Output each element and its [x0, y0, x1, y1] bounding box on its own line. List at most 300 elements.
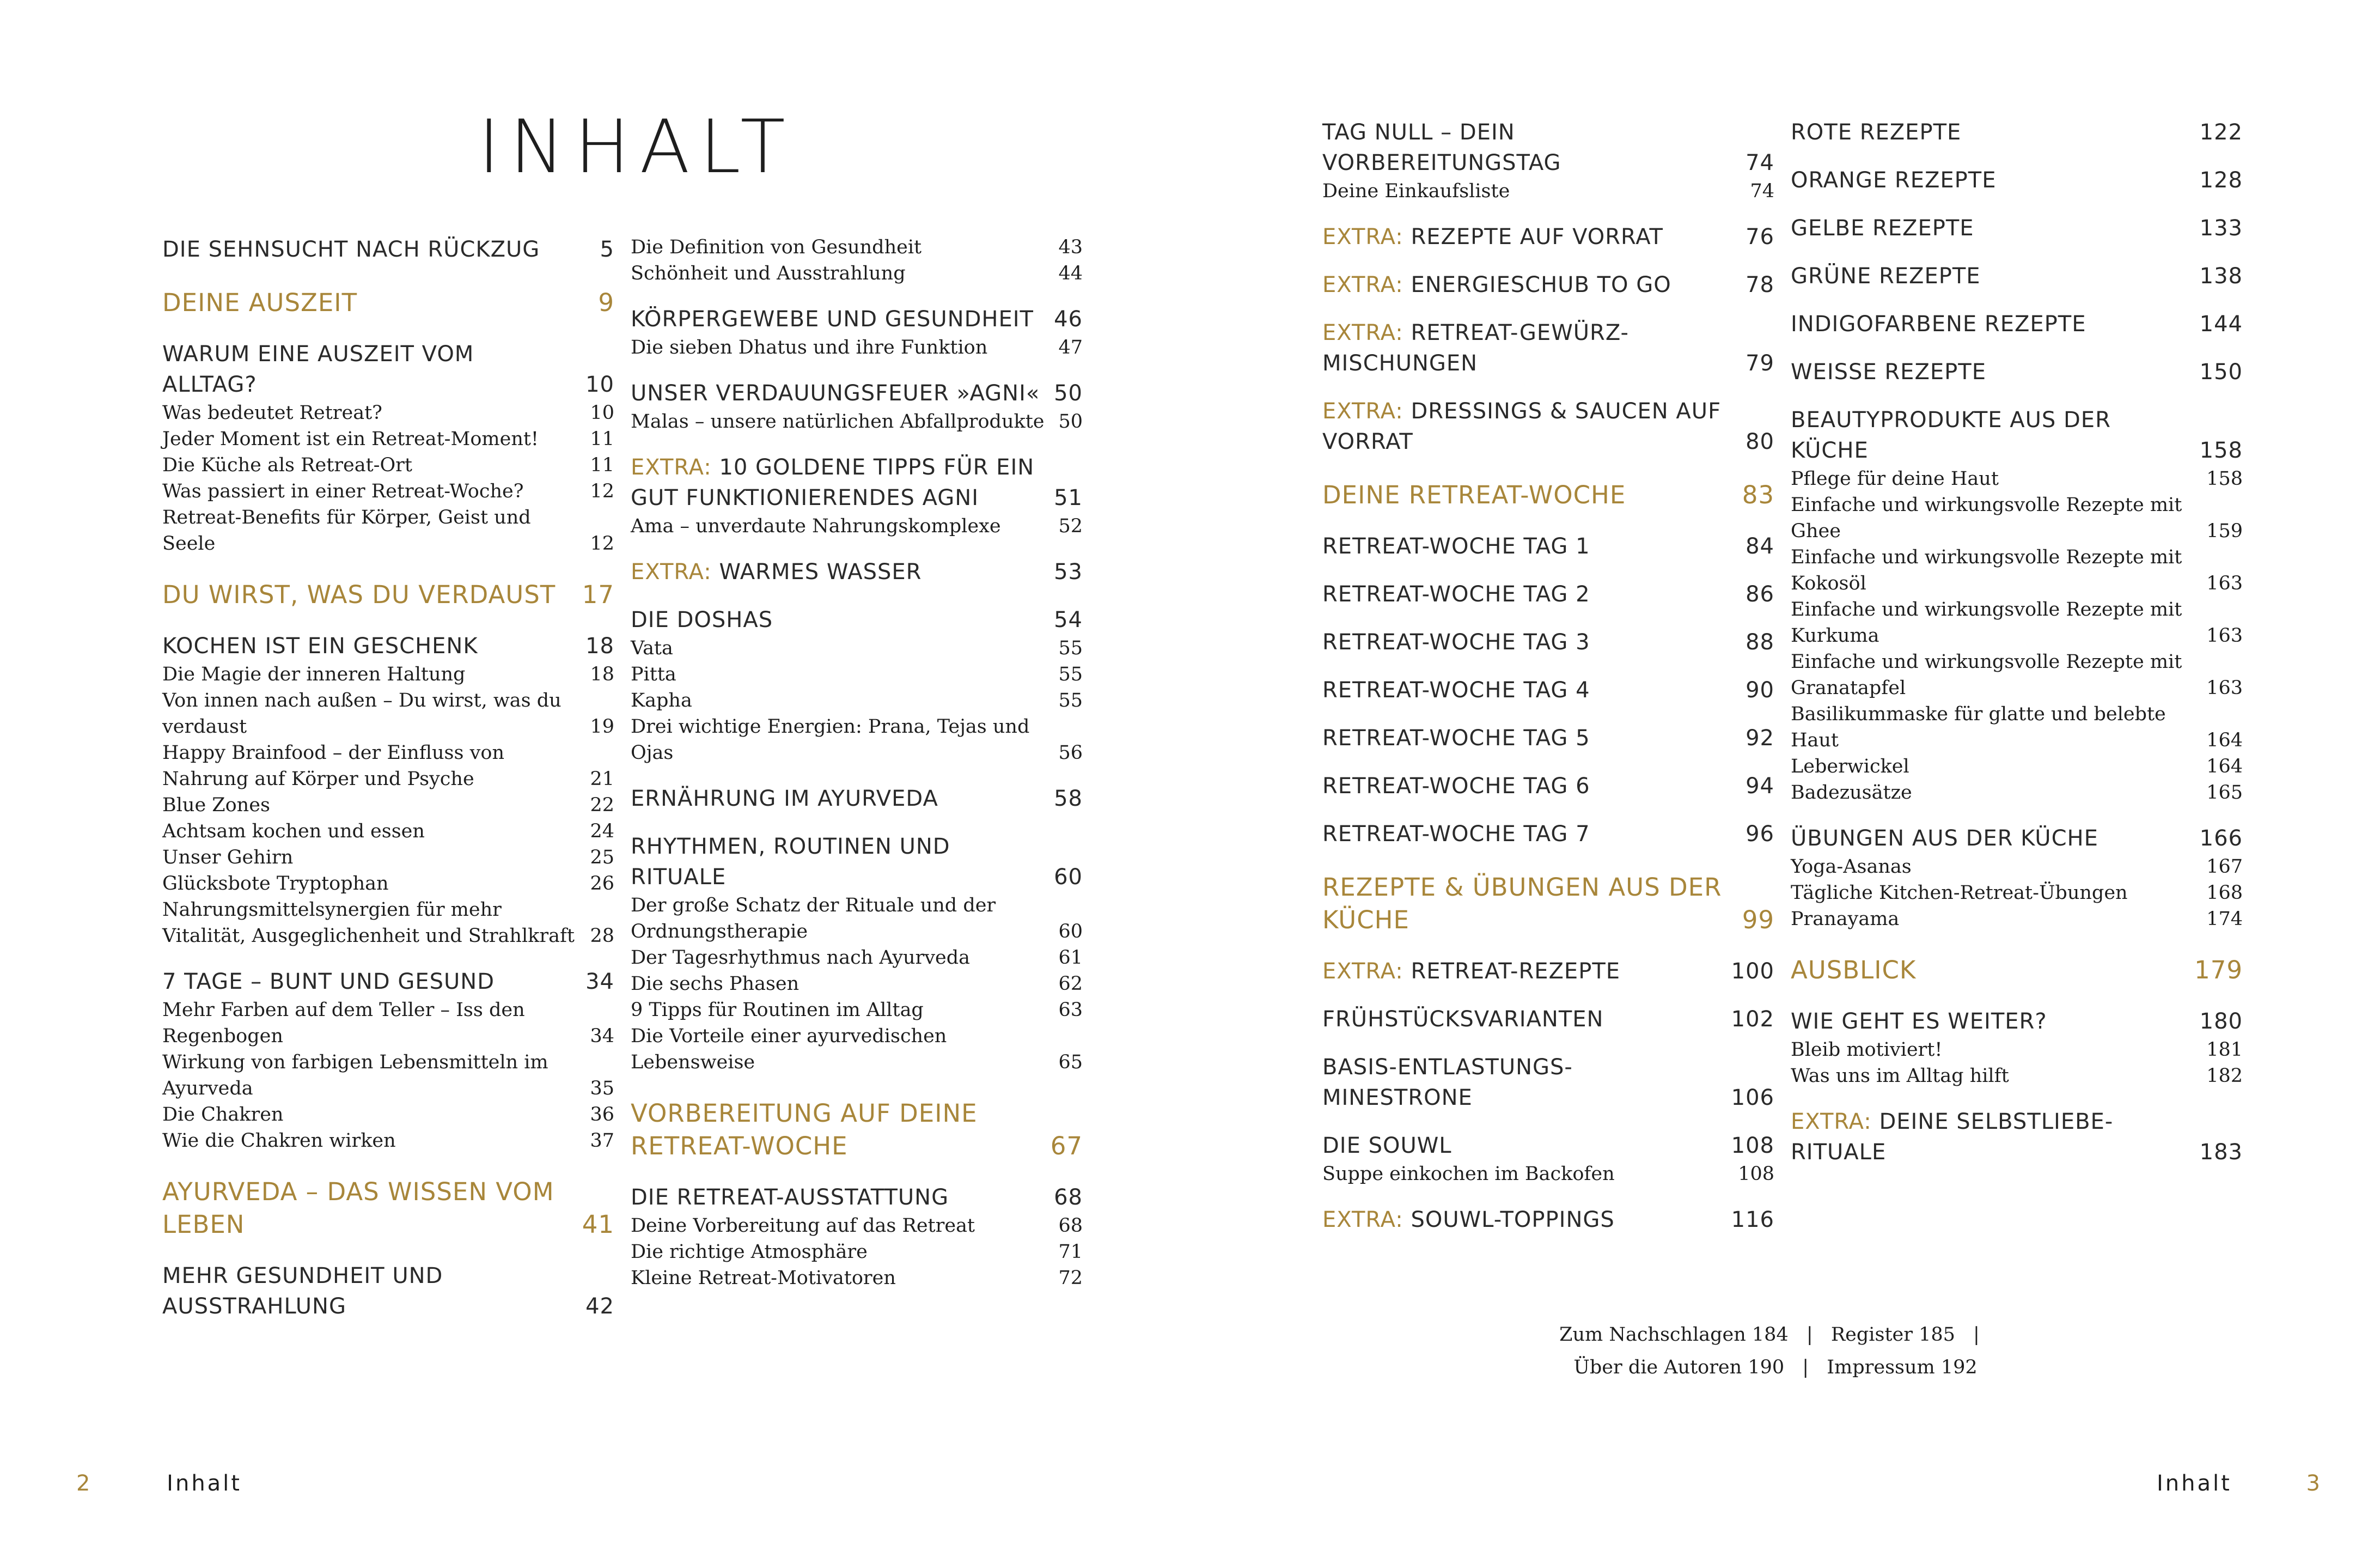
toc-entry-text: RETREAT-WOCHE TAG 2	[1322, 582, 1590, 607]
toc-section[interactable]	[1322, 1130, 1774, 1161]
toc-entry-page: 51	[1054, 485, 1083, 510]
toc-entry-text: DU WIRST, WAS DU VERDAUST	[162, 580, 556, 609]
toc-entry-page: 79	[1746, 351, 1774, 376]
toc-section[interactable]	[631, 1182, 1083, 1213]
toc-entry-text: TAG NULL – DEIN VORBEREITUNGSTAG	[1322, 120, 1561, 175]
toc-subsection[interactable]	[1791, 649, 2243, 701]
toc-subsection[interactable]	[162, 400, 614, 426]
toc-subsection[interactable]	[162, 871, 614, 897]
toc-section[interactable]	[1791, 165, 2243, 196]
toc-entry-page: 96	[1746, 822, 1774, 847]
toc-chapter[interactable]	[162, 579, 614, 611]
toc-entry-title	[162, 1128, 590, 1154]
toc-subsection[interactable]	[1791, 544, 2243, 597]
toc-subsection[interactable]	[162, 897, 614, 949]
toc-section[interactable]	[1322, 771, 1774, 801]
toc-entry-page: 182	[2206, 1065, 2243, 1087]
toc-section[interactable]	[162, 234, 614, 265]
toc-subsection[interactable]	[1791, 1063, 2243, 1089]
toc-entry-title	[1791, 1037, 2206, 1063]
toc-section[interactable]	[162, 631, 614, 661]
toc-subsection[interactable]	[631, 997, 1083, 1023]
toc-entry-text: DIE SOUWL	[1322, 1133, 1452, 1158]
toc-entry-title	[1322, 396, 1746, 457]
toc-section[interactable]	[631, 557, 1083, 587]
toc-entry-title	[162, 400, 590, 426]
toc-subsection[interactable]	[1322, 178, 1774, 204]
toc-entry-page: 133	[2199, 216, 2243, 241]
toc-entry-page: 41	[582, 1210, 614, 1239]
toc-entry-page: 36	[590, 1104, 614, 1126]
toc-entry-title	[1791, 492, 2206, 544]
toc-entry-title	[1791, 597, 2206, 649]
toc-section[interactable]	[162, 966, 614, 997]
toc-entry-page: 179	[2194, 956, 2243, 984]
toc-entry-text: RETREAT-WOCHE TAG 5	[1322, 726, 1590, 751]
toc-entry-title	[162, 452, 590, 478]
toc-entry-page: 76	[1746, 224, 1774, 250]
ref-register[interactable]: Register 185	[1830, 1324, 1955, 1346]
toc-entry-text: RETREAT-WOCHE TAG 6	[1322, 774, 1590, 799]
toc-entry-text: ERNÄHRUNG IM AYURVEDA	[631, 786, 938, 811]
toc-entry-page: 19	[590, 716, 614, 738]
toc-subsection[interactable]	[631, 409, 1083, 435]
toc-subsection[interactable]	[162, 818, 614, 844]
toc-entry-title	[1791, 880, 2206, 906]
page-number-right: 3	[2306, 1471, 2322, 1496]
toc-subsection[interactable]	[1791, 492, 2243, 544]
toc-entry-page: 122	[2199, 120, 2243, 145]
toc-entry-text: Vata	[631, 637, 673, 659]
toc-entry-title	[631, 378, 1054, 409]
toc-subsection[interactable]	[1791, 780, 2243, 806]
toc-entry-page: 34	[585, 969, 614, 994]
toc-section[interactable]	[1322, 1004, 1774, 1035]
toc-entry-title	[1791, 309, 2200, 339]
toc-entry-text: WARUM EINE AUSZEIT VOM ALLTAG?	[162, 342, 474, 397]
toc-entry-page: 17	[582, 580, 614, 609]
toc-entry-title	[1322, 675, 1746, 705]
toc-entry-text: Blue Zones	[162, 794, 270, 816]
toc-subsection[interactable]	[1791, 466, 2243, 492]
toc-entry-title	[1322, 531, 1746, 562]
toc-entry-page: 35	[590, 1078, 614, 1099]
toc-entry-title	[1322, 222, 1746, 252]
toc-entry-page: 53	[1054, 559, 1083, 585]
toc-entry-page: 42	[585, 1294, 614, 1319]
toc-subsection[interactable]	[631, 260, 1083, 287]
toc-entry-text: Die Chakren	[162, 1104, 284, 1126]
toc-entry-text: Wie die Chakren wirken	[162, 1130, 396, 1152]
separator: |	[1806, 1324, 1813, 1346]
toc-entry-title	[162, 844, 590, 871]
toc-entry-text: Malas – unsere natürlichen Abfallprodukte	[631, 411, 1045, 433]
extra-prefix: EXTRA:	[1322, 320, 1403, 345]
toc-entry-page: 163	[2206, 677, 2243, 699]
toc-entry-title	[162, 579, 582, 611]
toc-chapter[interactable]	[631, 1097, 1083, 1163]
toc-subsection[interactable]	[162, 426, 614, 452]
toc-subsection[interactable]	[631, 1239, 1083, 1265]
toc-section[interactable]	[162, 339, 614, 400]
toc-entry-title	[162, 897, 590, 949]
toc-entry-text: Die richtige Atmosphäre	[631, 1241, 868, 1263]
toc-entry-text: GELBE REZEPTE	[1791, 216, 1974, 241]
toc-entry-text: Die sieben Dhatus und ihre Funktion	[631, 337, 988, 358]
ref-impressum[interactable]: Impressum 192	[1827, 1357, 1978, 1378]
toc-entry-title	[631, 661, 1058, 688]
toc-entry-title	[1791, 466, 2206, 492]
toc-section[interactable]	[1791, 309, 2243, 339]
toc-entry-page: 150	[2199, 360, 2243, 385]
toc-subsection[interactable]	[1791, 597, 2243, 649]
toc-entry-title	[1322, 627, 1746, 658]
toc-entry-page: 183	[2199, 1140, 2243, 1165]
toc-chapter[interactable]	[162, 1176, 614, 1241]
toc-entry-page: 144	[2199, 312, 2243, 337]
toc-entry-title	[631, 452, 1054, 513]
toc-chapter[interactable]	[1322, 871, 1774, 936]
extra-prefix: EXTRA:	[631, 455, 712, 480]
toc-subsection[interactable]	[631, 1213, 1083, 1239]
toc-entry-text: Ama – unverdaute Nahrungskomplexe	[631, 515, 1001, 537]
toc-entry-text: 7 TAGE – BUNT UND GESUND	[162, 969, 495, 994]
reference-links	[1470, 1318, 2080, 1384]
toc-section[interactable]	[1322, 579, 1774, 610]
toc-section[interactable]	[631, 783, 1083, 814]
toc-entry-title	[631, 557, 1054, 587]
toc-entry-text: BASIS-ENTLASTUNGS-MINESTRONE	[1322, 1055, 1573, 1110]
toc-entry-title	[1322, 819, 1746, 849]
toc-entry-page: 25	[590, 847, 614, 868]
toc-entry-text: Einfache und wirkungsvolle Rezepte mit Granatapfel	[1791, 651, 2182, 699]
toc-entry-text: AUSBLICK	[1791, 956, 1917, 984]
toc-subsection[interactable]	[631, 892, 1083, 945]
toc-entry-page: 21	[590, 768, 614, 790]
toc-entry-page: 11	[590, 428, 614, 450]
toc-section[interactable]	[1791, 357, 2243, 387]
toc-entry-title	[1791, 780, 2206, 806]
toc-entry-page: 10	[590, 402, 614, 424]
toc-section[interactable]	[162, 1261, 614, 1322]
toc-section[interactable]	[1322, 117, 1774, 178]
toc-subsection[interactable]	[162, 661, 614, 688]
toc-entry-text: SOUWL-TOPPINGS	[1411, 1207, 1615, 1232]
toc-entry-page: 26	[590, 873, 614, 895]
toc-entry-text: Unser Gehirn	[162, 847, 294, 868]
toc-entry-text: Was uns im Alltag hilft	[1791, 1065, 2009, 1087]
toc-subsection[interactable]	[162, 997, 614, 1049]
toc-entry-page: 74	[1746, 150, 1774, 175]
toc-entry-page: 163	[2206, 573, 2243, 594]
toc-section[interactable]	[1322, 222, 1774, 252]
toc-subsection[interactable]	[162, 1128, 614, 1154]
toc-subsection[interactable]	[162, 740, 614, 792]
toc-entry-text: WEISSE REZEPTE	[1791, 360, 1986, 385]
toc-entry-text: Glücksbote Tryptophan	[162, 873, 389, 895]
toc-entry-text: Achtsam kochen und essen	[162, 820, 425, 842]
toc-entry-title	[162, 818, 590, 844]
toc-section[interactable]	[1322, 1205, 1774, 1235]
toc-entry-title	[1791, 906, 2206, 932]
toc-entry-page: 43	[1058, 236, 1083, 258]
toc-column-4	[1791, 117, 2243, 1167]
toc-entry-text: WARMES WASSER	[719, 559, 922, 585]
toc-subsection[interactable]	[162, 504, 614, 557]
extra-prefix: EXTRA:	[631, 559, 712, 585]
extra-prefix: EXTRA:	[1322, 224, 1403, 250]
toc-entry-page: 168	[2206, 882, 2243, 904]
toc-entry-title	[631, 409, 1058, 435]
toc-entry-text: ENERGIESCHUB TO GO	[1411, 272, 1671, 297]
toc-entry-text: RETREAT-WOCHE TAG 1	[1322, 534, 1590, 559]
toc-entry-page: 10	[585, 372, 614, 397]
toc-subsection[interactable]	[162, 478, 614, 504]
toc-entry-page: 86	[1746, 582, 1774, 607]
toc-entry-text: BEAUTYPRODUKTE AUS DER KÜCHE	[1791, 408, 2111, 463]
toc-chapter[interactable]	[162, 287, 614, 319]
toc-section[interactable]	[1322, 627, 1774, 658]
toc-entry-title	[1322, 1205, 1731, 1235]
toc-section[interactable]	[631, 452, 1083, 513]
toc-subsection[interactable]	[631, 1265, 1083, 1291]
toc-entry-text: Schönheit und Ausstrahlung	[631, 263, 906, 284]
footer-left	[76, 1471, 242, 1496]
toc-section[interactable]	[1322, 270, 1774, 300]
toc-entry-text: Die Vorteile einer ayurvedischen Lebensweise	[631, 1025, 947, 1073]
toc-subsection[interactable]	[631, 688, 1083, 714]
toc-entry-title	[1791, 701, 2206, 753]
toc-entry-page: 63	[1058, 999, 1083, 1021]
toc-section[interactable]	[1322, 1052, 1774, 1113]
toc-subsection[interactable]	[1791, 854, 2243, 880]
toc-entry-title	[162, 661, 590, 688]
toc-subsection[interactable]	[1791, 701, 2243, 753]
toc-entry-title	[631, 688, 1058, 714]
toc-subsection[interactable]	[162, 1102, 614, 1128]
toc-entry-title	[162, 688, 590, 740]
toc-entry-page: 55	[1058, 637, 1083, 659]
toc-subsection[interactable]	[631, 661, 1083, 688]
toc-entry-title	[162, 1261, 585, 1322]
toc-entry-text: Deine Einkaufsliste	[1322, 180, 1510, 202]
toc-section[interactable]	[1322, 675, 1774, 705]
toc-entry-page: 37	[590, 1130, 614, 1152]
toc-entry-text: UNSER VERDAUUNGSFEUER »AGNI«	[631, 381, 1040, 406]
toc-section[interactable]	[1322, 318, 1774, 379]
toc-entry-page: 106	[1731, 1085, 1774, 1110]
toc-entry-page: 166	[2199, 826, 2243, 851]
toc-entry-title	[162, 504, 590, 557]
toc-subsection[interactable]	[631, 945, 1083, 971]
toc-entry-title	[1791, 544, 2206, 597]
separator: |	[1973, 1324, 1980, 1346]
toc-entry-title	[1322, 1161, 1738, 1187]
extra-prefix: EXTRA:	[1322, 399, 1403, 424]
toc-subsection[interactable]	[1791, 906, 2243, 932]
toc-entry-text: Die sechs Phasen	[631, 973, 800, 995]
toc-entry-title	[1791, 954, 2194, 987]
toc-entry-text: Bleib motiviert!	[1791, 1039, 1943, 1061]
toc-entry-title	[1322, 579, 1746, 610]
toc-entry-text: Basilikummaske für glatte und belebte Haut	[1791, 703, 2166, 751]
toc-entry-text: Nahrungsmittelsynergien für mehr Vitalität, Ausgeglichenheit und Strahlkraft	[162, 899, 575, 947]
toc-entry-page: 92	[1746, 726, 1774, 751]
toc-section[interactable]	[1791, 117, 2243, 148]
toc-entry-text: MEHR GESUNDHEIT UND AUSSTRAHLUNG	[162, 1263, 443, 1319]
toc-subsection[interactable]	[1791, 753, 2243, 780]
toc-entry-page: 11	[590, 454, 614, 476]
toc-entry-page: 68	[1058, 1215, 1083, 1237]
toc-entry-page: 138	[2199, 264, 2243, 289]
toc-section[interactable]	[1322, 531, 1774, 562]
toc-subsection[interactable]	[162, 844, 614, 871]
toc-entry-page: 164	[2206, 756, 2243, 777]
toc-entry-text: Jeder Moment ist ein Retreat-Moment!	[162, 428, 539, 450]
toc-entry-title	[162, 1102, 590, 1128]
toc-entry-text: RETREAT-WOCHE TAG 4	[1322, 678, 1590, 703]
toc-section[interactable]	[631, 304, 1083, 334]
toc-subsection[interactable]	[1322, 1161, 1774, 1187]
toc-subsection[interactable]	[631, 971, 1083, 997]
toc-subsection[interactable]	[631, 714, 1083, 766]
toc-entry-title	[1322, 956, 1731, 987]
toc-entry-page: 24	[590, 820, 614, 842]
toc-entry-title	[631, 831, 1054, 892]
toc-entry-title	[162, 966, 585, 997]
toc-chapter[interactable]	[1322, 479, 1774, 512]
toc-entry-title	[1791, 165, 2200, 196]
toc-entry-title	[631, 997, 1058, 1023]
toc-subsection[interactable]	[162, 452, 614, 478]
toc-entry-page: 44	[1058, 263, 1083, 284]
toc-entry-title	[1791, 753, 2206, 780]
toc-entry-page: 18	[585, 634, 614, 659]
toc-entry-text: Happy Brainfood – der Einfluss von Nahrung auf Körper und Psyche	[162, 742, 504, 790]
toc-entry-text: Die Magie der inneren Haltung	[162, 664, 466, 685]
toc-section[interactable]	[1322, 396, 1774, 457]
toc-entry-page: 163	[2206, 625, 2243, 647]
toc-entry-page: 108	[1731, 1133, 1774, 1158]
toc-subsection[interactable]	[1791, 1037, 2243, 1063]
toc-entry-text: GRÜNE REZEPTE	[1791, 264, 1981, 289]
toc-entry-title	[1791, 357, 2200, 387]
toc-section[interactable]	[1322, 956, 1774, 987]
toc-entry-text: Tägliche Kitchen-Retreat-Übungen	[1791, 882, 2128, 904]
toc-section[interactable]	[1791, 261, 2243, 291]
toc-entry-page: 50	[1054, 381, 1083, 406]
toc-entry-title	[631, 1023, 1058, 1075]
toc-entry-text: RETREAT-WOCHE TAG 3	[1322, 630, 1590, 655]
toc-entry-title	[631, 945, 1058, 971]
toc-entry-page: 128	[2199, 168, 2243, 193]
toc-column-3	[1322, 117, 1774, 1235]
toc-entry-page: 158	[2206, 468, 2243, 490]
toc-entry-title	[162, 740, 590, 792]
toc-entry-title	[1322, 318, 1746, 379]
toc-entry-text: ÜBUNGEN AUS DER KÜCHE	[1791, 826, 2098, 851]
toc-section[interactable]	[631, 831, 1083, 892]
toc-subsection[interactable]	[631, 635, 1083, 661]
ref-nachschlagen[interactable]: Zum Nachschlagen 184	[1559, 1324, 1789, 1346]
toc-entry-page: 12	[590, 533, 614, 555]
toc-entry-title	[162, 287, 598, 319]
toc-entry-text: Die Küche als Retreat-Ort	[162, 454, 412, 476]
toc-entry-text: DEINE SELBSTLIEBE-RITUALE	[1791, 1109, 2114, 1165]
toc-entry-text: ROTE REZEPTE	[1791, 120, 1962, 145]
toc-subsection[interactable]	[631, 334, 1083, 361]
toc-entry-text: VORBEREITUNG AUF DEINE RETREAT-WOCHE	[631, 1099, 978, 1160]
toc-entry-title	[1322, 871, 1742, 936]
toc-entry-page: 164	[2206, 729, 2243, 751]
toc-section[interactable]	[1791, 1006, 2243, 1037]
toc-section[interactable]	[1791, 1106, 2243, 1167]
toc-entry-text: Pitta	[631, 664, 676, 685]
toc-entry-text: AYURVEDA – DAS WISSEN VOM LEBEN	[162, 1177, 554, 1239]
toc-entry-text: Drei wichtige Energien: Prana, Tejas und Ojas	[631, 716, 1030, 764]
toc-section[interactable]	[1791, 213, 2243, 244]
toc-entry-page: 46	[1054, 307, 1083, 332]
toc-entry-title	[1791, 823, 2200, 854]
toc-entry-page: 55	[1058, 664, 1083, 685]
toc-entry-title	[1322, 723, 1746, 753]
toc-entry-text: Die Definition von Gesundheit	[631, 236, 922, 258]
toc-entry-page: 83	[1742, 481, 1774, 509]
toc-subsection[interactable]	[631, 1023, 1083, 1075]
toc-subsection[interactable]	[162, 688, 614, 740]
toc-entry-page: 62	[1058, 973, 1083, 995]
toc-chapter[interactable]	[1791, 954, 2243, 987]
toc-section[interactable]	[631, 605, 1083, 635]
ref-autoren[interactable]: Über die Autoren 190	[1573, 1357, 1785, 1378]
toc-entry-title	[1791, 1106, 2200, 1167]
toc-entry-page: 60	[1058, 921, 1083, 942]
toc-entry-title	[1791, 854, 2206, 880]
toc-entry-title	[162, 234, 600, 265]
toc-entry-page: 90	[1746, 678, 1774, 703]
toc-entry-text: WIE GEHT ES WEITER?	[1791, 1009, 2047, 1034]
toc-entry-title	[162, 871, 590, 897]
toc-section[interactable]	[631, 378, 1083, 409]
toc-entry-text: Kapha	[631, 690, 692, 711]
toc-entry-text: Wirkung von farbigen Lebensmitteln im Ayurveda	[162, 1051, 548, 1099]
toc-entry-text: RETREAT-REZEPTE	[1411, 959, 1621, 984]
toc-section[interactable]	[1791, 405, 2243, 466]
toc-entry-text: Von innen nach außen – Du wirst, was du verdaust	[162, 690, 562, 738]
toc-entry-text: Pflege für deine Haut	[1791, 468, 1999, 490]
toc-entry-title	[162, 1049, 590, 1102]
toc-entry-page: 167	[2206, 856, 2243, 878]
toc-entry-page: 18	[590, 664, 614, 685]
toc-section[interactable]	[1322, 723, 1774, 753]
toc-subsection[interactable]	[1791, 880, 2243, 906]
toc-entry-page: 28	[590, 925, 614, 947]
toc-subsection[interactable]	[162, 1049, 614, 1102]
toc-section[interactable]	[1322, 819, 1774, 849]
toc-subsection[interactable]	[162, 792, 614, 818]
toc-entry-title	[631, 304, 1054, 334]
toc-entry-page: 65	[1058, 1051, 1083, 1073]
toc-entry-page: 22	[590, 794, 614, 816]
toc-entry-text: RHYTHMEN, ROUTINEN UND RITUALE	[631, 834, 950, 890]
toc-entry-text: 9 Tipps für Routinen im Alltag	[631, 999, 924, 1021]
toc-entry-page: 9	[598, 288, 614, 317]
toc-entry-page: 12	[590, 481, 614, 502]
toc-section[interactable]	[1791, 823, 2243, 854]
toc-entry-title	[1322, 1004, 1731, 1035]
toc-subsection[interactable]	[631, 513, 1083, 539]
toc-subsection[interactable]	[631, 234, 1083, 260]
